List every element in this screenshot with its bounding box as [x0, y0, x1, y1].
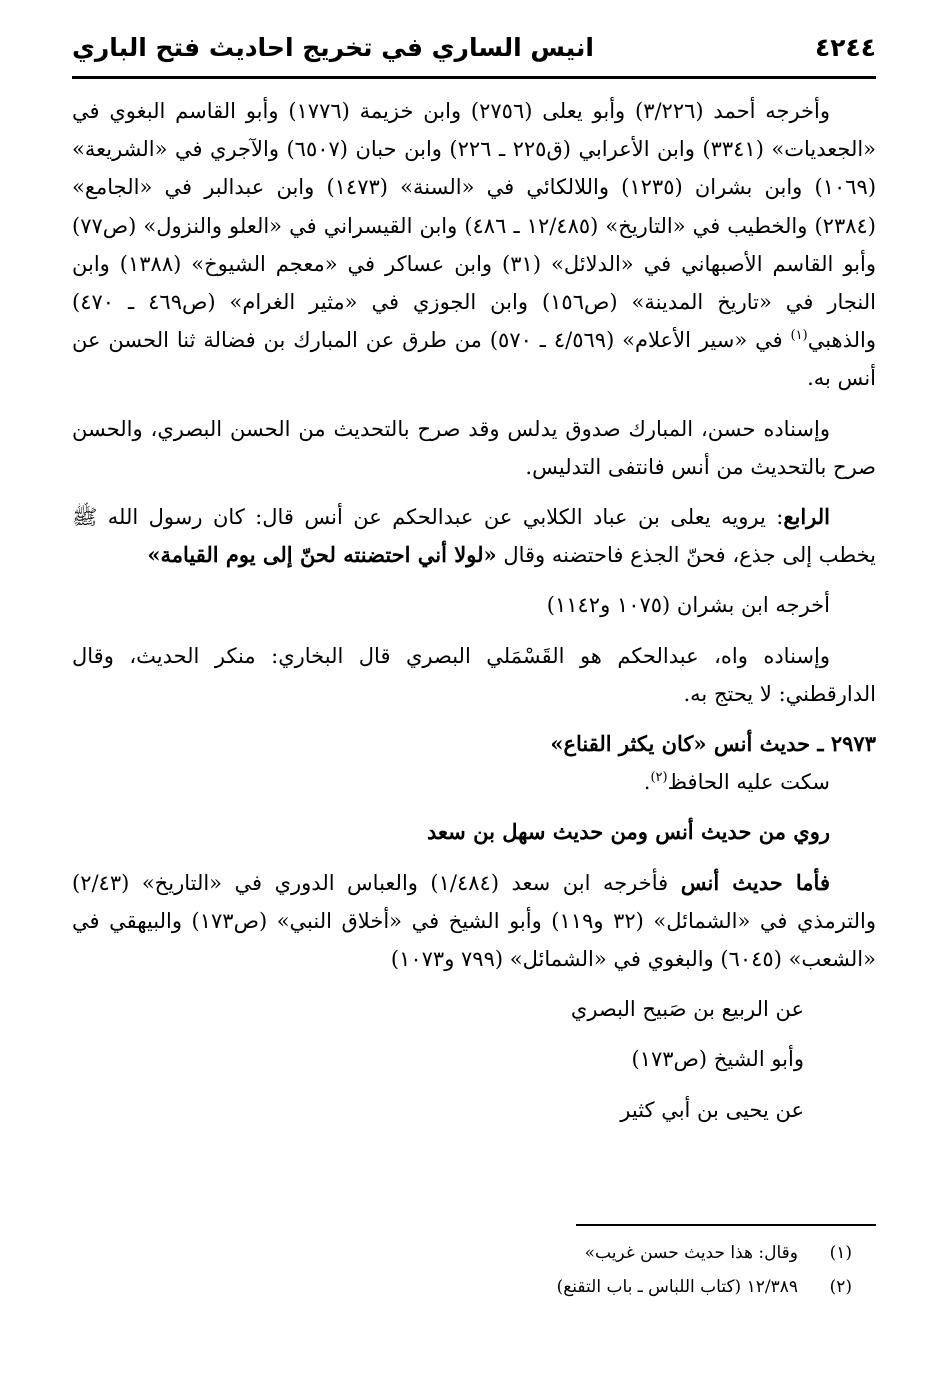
footnote-text: ١٢/٣٨٩ (كتاب اللباس ـ باب التقنع): [556, 1277, 798, 1297]
book-title: انيس الساري في تخريج احاديث فتح الباري: [72, 32, 594, 62]
footnote-text: وقال: هذا حديث حسن غريب»: [584, 1243, 798, 1263]
footnote-1: [72, 1236, 876, 1270]
footnote-number: (٢): [829, 1277, 852, 1297]
paragraph-takhrij: [72, 92, 876, 398]
paragraph-isnad-1: وإسناده حسن، المبارك صدوق يدلس وقد صرح بالتحديث من الحسن البصري، والحسن صرح بالتحديث من أنس فانتفى التدليس.: [72, 416, 876, 479]
page-header: [72, 22, 876, 72]
footnote-divider: [576, 1224, 876, 1226]
paragraph-hafiz: [72, 763, 876, 801]
chain-line-3: عن يحيى بن أبي كثير: [620, 1097, 804, 1122]
footnote-ref-1: (١): [790, 328, 808, 344]
paragraph-ibn-bishran: أخرجه ابن بشران (١٠٧٥ و١١٤٢): [546, 593, 830, 618]
footnote-ref-2: (٢): [650, 770, 668, 786]
paragraph-text-tail: في «سير الأعلام» (٤/٥٦٩ ـ ٥٧٠) من طرق عن المبارك بن فضالة ثنا الحسن عن أنس به.: [72, 328, 876, 391]
paragraph-anas: [72, 864, 876, 979]
hadith-quote: «لولا أني احتضنته لحنّ إلى يوم القيامة»: [147, 542, 497, 568]
paragraph-fourth: [72, 498, 876, 574]
subheading-narrations: روي من حديث أنس ومن حديث سهل بن سعد: [427, 819, 830, 845]
chain-line-1: عن الربيع بن صَبيح البصري: [570, 997, 804, 1022]
page-number: ٤٢٤٤: [814, 32, 876, 62]
paragraph-isnad-2: وإسناده واه، عبدالحكم هو القَسْمَلي البصري قال البخاري: منكر الحديث، وقال الدارقطني: لا يحتج به.: [72, 643, 876, 706]
label-anas: فأما حديث أنس: [680, 869, 830, 895]
paragraph-text: سكت عليه الحافظ: [667, 770, 830, 795]
paragraph-text: فأخرجه ابن سعد (١/٤٨٤) والعباس الدوري في «التاريخ» (٢/٤٣) والترمذي في «الشمائل» (٣٢ و١١٩) وأبو الشيخ في «أخلاق النبي» (ص١٧٣) والبيهقي في «الشعب» (٦٠٤٥) والبغوي في «الشمائل» (٧٩٩ و١٠٧٣): [72, 870, 876, 972]
hadith-number: ٢٩٧٣ ـ حديث أنس: [706, 731, 876, 757]
paragraph-text: وأخرجه أحمد (٣/٢٢٦) وأبو يعلى (٢٧٥٦) وابن خزيمة (١٧٧٦) وأبو القاسم البغوي في «الجعديات» (٣٣٤١) وابن الأعرابي (ق٢٢٥ ـ ٢٢٦) وابن حبان (٦٥٠٧) والآجري في «الشريعة» (١٠٦٩) وابن بشران (١٢٣٥) واللالكائي في «السنة» (١٤٧٣) وابن عبدالبر في «الجامع» (٢٣٨٤) والخطيب في «التاريخ» (١٢/٤٨٥ ـ ٤٨٦) وابن القيسراني في «العلو والنزول» (ص٧٧) وأبو القاسم الأصبهاني في «الدلائل» (٣١) وابن عساكر في «معجم الشيوخ» (١٣٨٨) وابن النجار في «تاريخ المدينة» (ص١٥٦) وابن الجوزي في «مثير الغرام» (ص٤٦٩ ـ ٤٧٠) والذهبي: [72, 99, 877, 353]
footnotes: [72, 1236, 876, 1304]
hadith-title: «كان يكثر القناع»: [550, 731, 707, 757]
page-body: [72, 92, 876, 1129]
hadith-heading-2973: [72, 725, 876, 763]
period: .: [643, 770, 651, 795]
paragraph-text: : يرويه يعلى بن عباد الكلابي عن عبدالحكم عن أنس قال: كان رسول الله ﷺ يخطب إلى جذع، فحنّ الجذع فاحتضنه وقال: [72, 505, 876, 568]
header-divider: [72, 76, 876, 79]
footnote-2: [72, 1270, 876, 1304]
footnote-number: (١): [829, 1243, 852, 1263]
chain-line-2: وأبو الشيخ (ص١٧٣): [631, 1047, 804, 1072]
label-fourth: الرابع: [783, 504, 830, 530]
